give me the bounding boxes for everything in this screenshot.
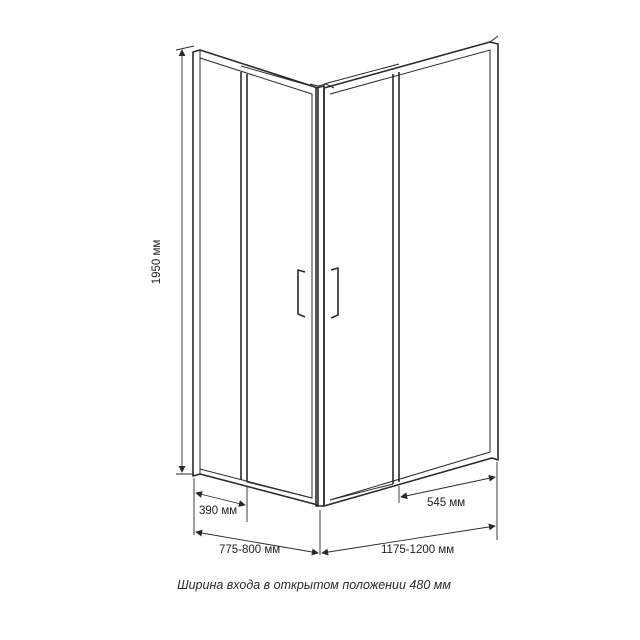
right-panel-inner — [330, 50, 490, 500]
height-ext-top — [176, 46, 194, 50]
right-door-label: 545 мм — [427, 497, 466, 509]
left-side-label: 775-800 мм — [219, 544, 281, 556]
left-door-handle — [298, 270, 305, 317]
left-panel-frame — [193, 50, 318, 505]
entry-width-caption: Ширина входа в открытом положении 480 мм — [177, 578, 451, 592]
left-door-dimension — [194, 478, 247, 535]
right-panel-frame — [324, 42, 498, 506]
right-door-handle — [331, 268, 338, 318]
height-dimension — [151, 46, 194, 474]
right-panel — [324, 36, 498, 506]
corner-post — [310, 84, 334, 506]
left-door-label: 390 мм — [199, 505, 238, 517]
right-side-label: 1175-1200 мм — [381, 544, 455, 556]
height-label: 1950 мм — [151, 239, 163, 285]
left-panel-inner — [200, 58, 312, 498]
right-bottom-rail — [330, 484, 393, 500]
right-top-rail — [324, 64, 399, 84]
right-side-dimension — [322, 526, 495, 556]
left-door-dim-line — [196, 493, 245, 505]
right-top-corner — [490, 36, 498, 42]
left-top-rail — [241, 66, 318, 88]
left-panel — [193, 50, 318, 505]
